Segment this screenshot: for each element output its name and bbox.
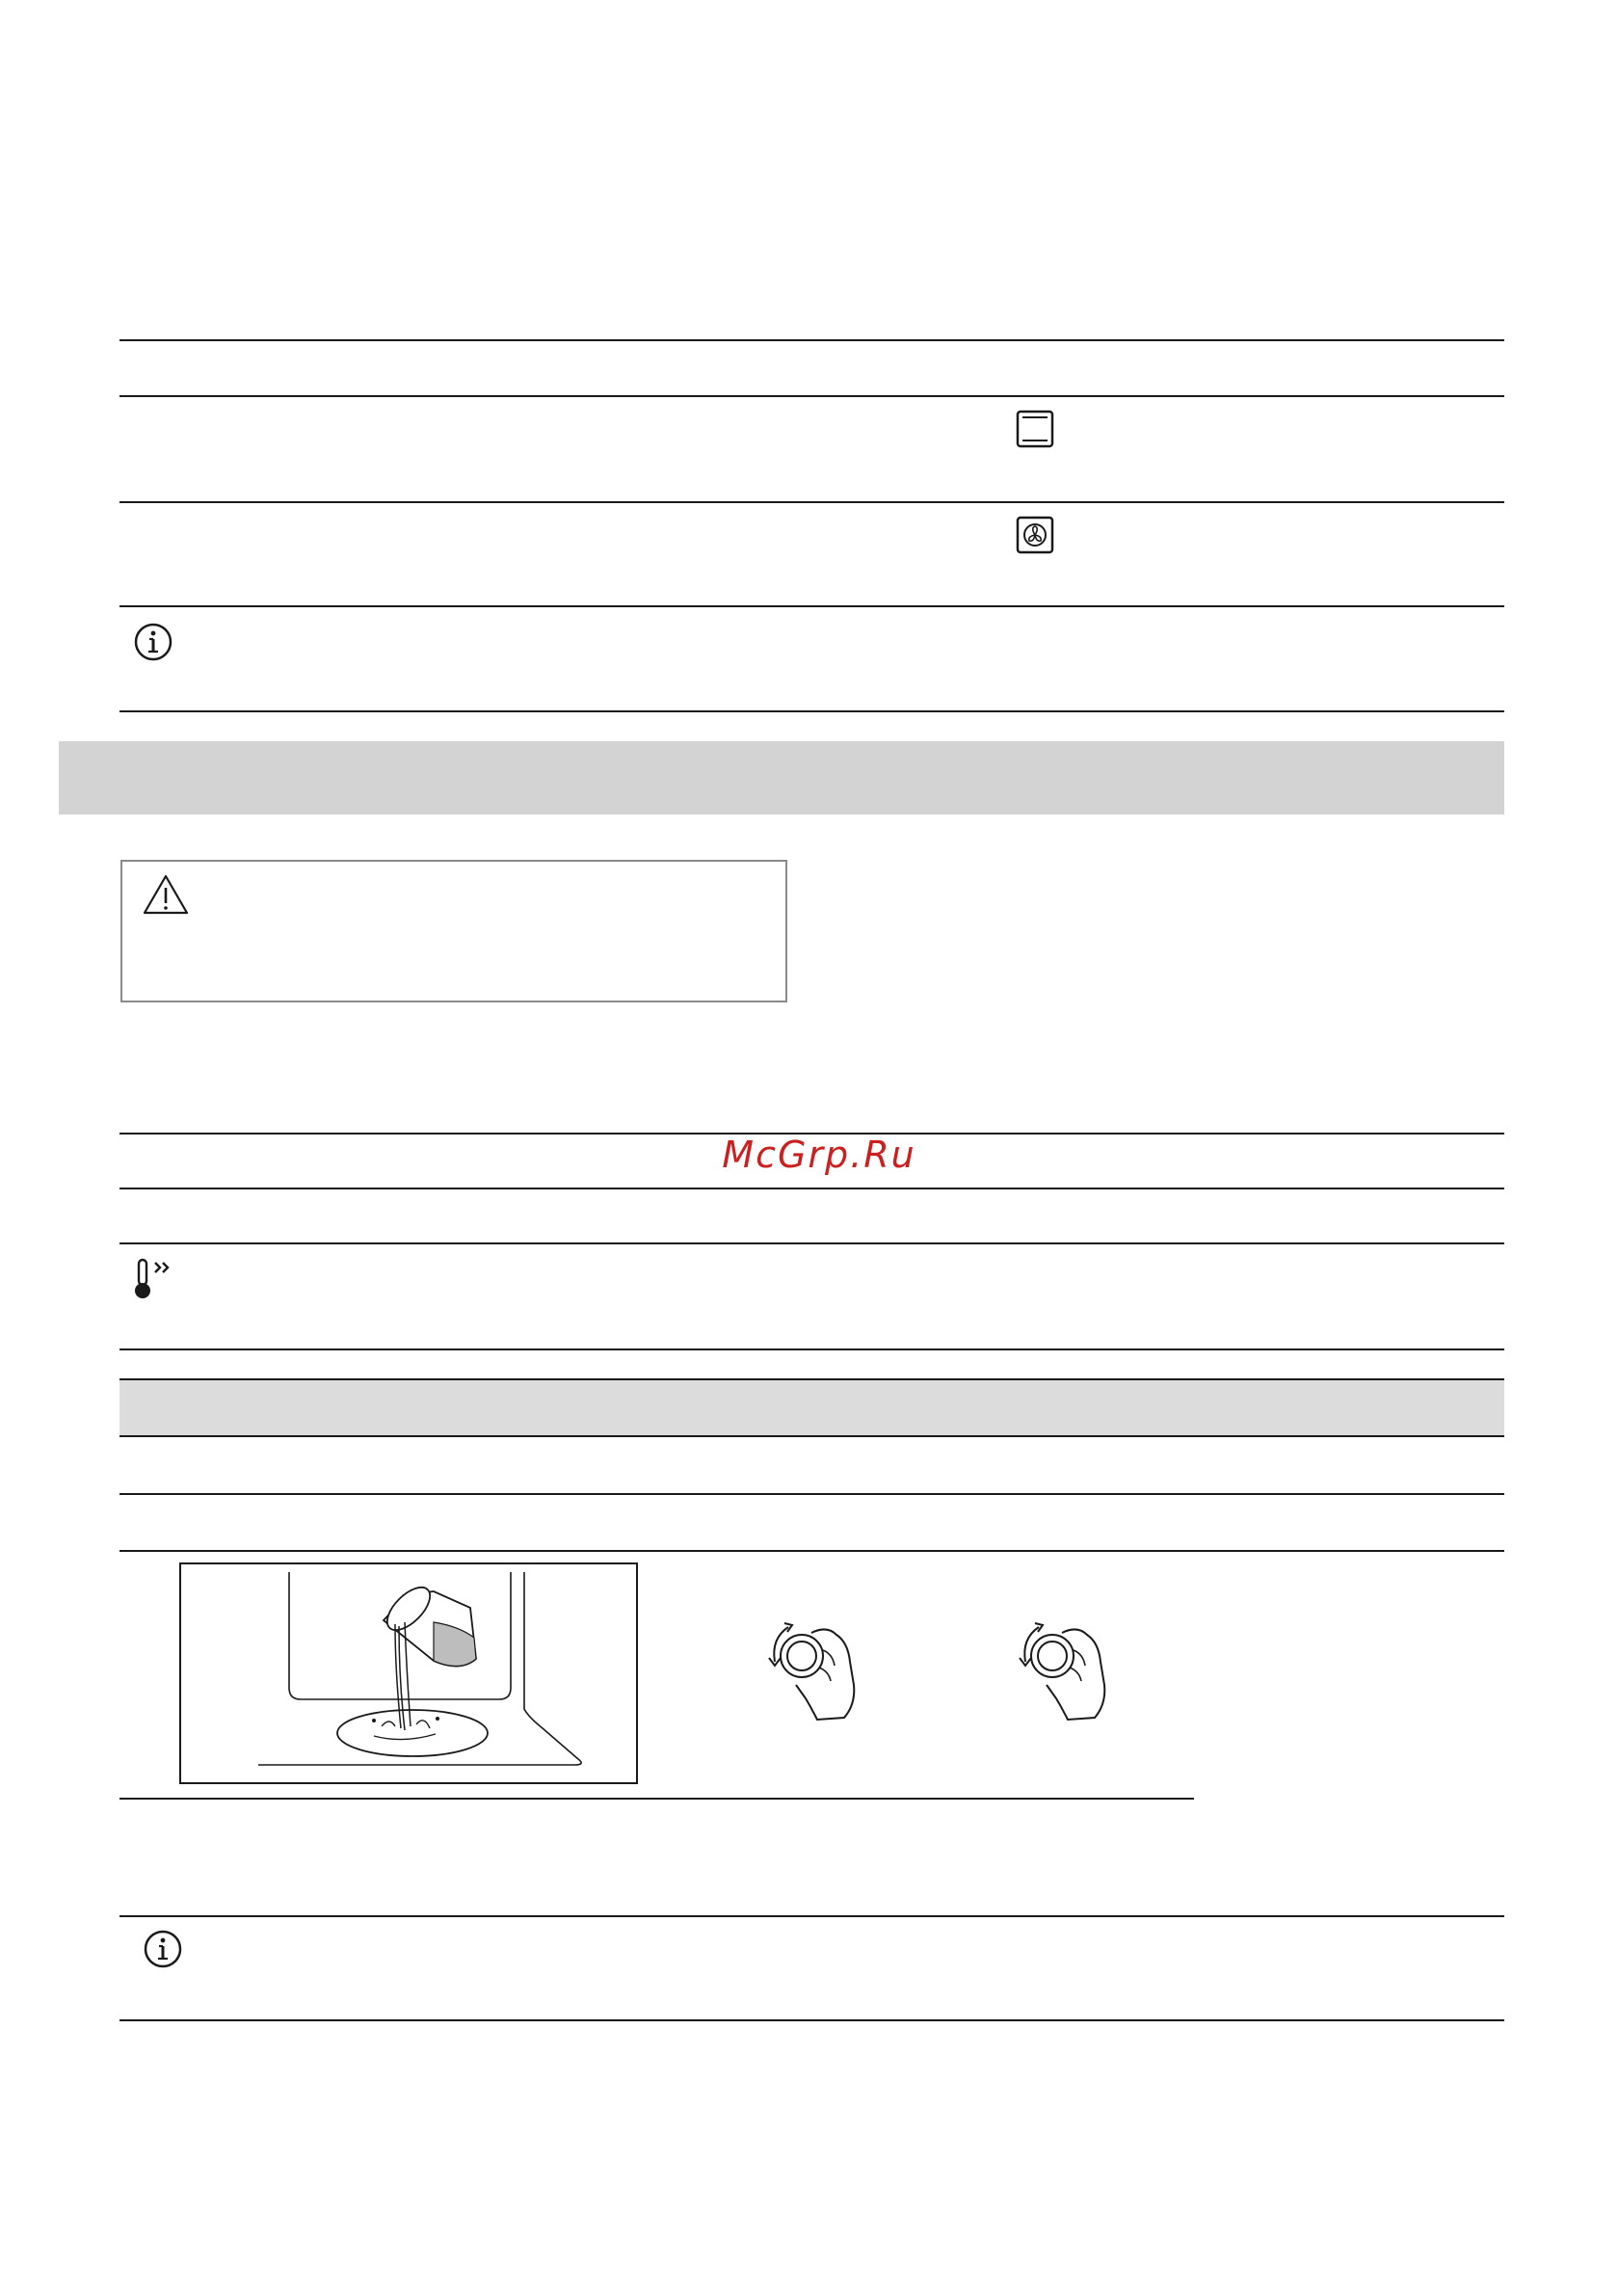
table-bottom-rule — [119, 710, 1504, 712]
figure-bottom-rule — [119, 1798, 1194, 1800]
temperature-probe-icon — [129, 1257, 177, 1306]
note-bottom-rule — [119, 2019, 1504, 2021]
table-header-rule — [119, 395, 1504, 397]
info-icon — [133, 622, 173, 667]
info-icon — [143, 1929, 183, 1974]
temp-table-row-rule — [119, 1242, 1504, 1244]
knob-turn-left-illustration — [761, 1612, 877, 1732]
temp-table-header-rule — [119, 1188, 1504, 1189]
oven-fan-heat-icon — [1016, 516, 1054, 559]
table-top-rule — [119, 339, 1504, 341]
temp-table-bottom-rule — [119, 1348, 1504, 1350]
section-heading-bar — [59, 741, 1504, 814]
warning-triangle-icon — [142, 873, 190, 921]
warning-box — [120, 860, 787, 1002]
table-row-rule — [119, 605, 1504, 607]
note-top-rule — [119, 1915, 1504, 1917]
table-row-rule — [119, 1493, 1504, 1495]
oven-top-bottom-heat-icon — [1016, 410, 1054, 453]
table-row-rule — [119, 501, 1504, 503]
pour-water-illustration — [179, 1562, 638, 1784]
table-top-rule — [119, 1378, 1504, 1380]
table-row-rule — [119, 1550, 1504, 1552]
watermark: McGrp.Ru — [722, 1134, 916, 1176]
table-header-row — [119, 1378, 1504, 1435]
knob-turn-right-illustration — [1012, 1612, 1127, 1732]
table-row-rule — [119, 1435, 1504, 1437]
